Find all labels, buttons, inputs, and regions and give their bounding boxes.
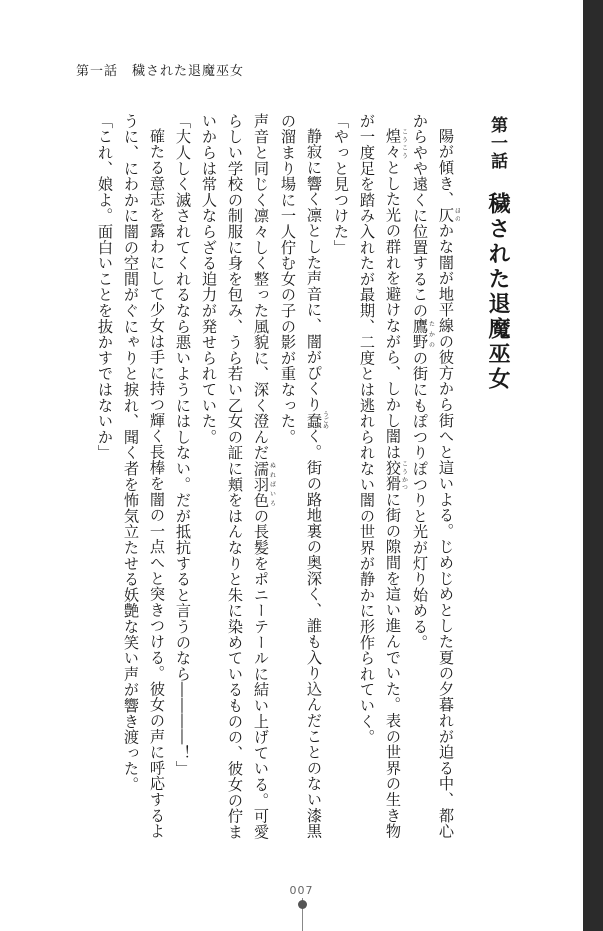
page-number: 007 bbox=[289, 884, 314, 897]
paragraph: 声音と同じく凛々しく整った風貌に、深く澄んだ濡羽色ぬればいろの長髪をポニーテールに結い上げている。可愛らしい学校の制服に身を包み、うら若い乙女の証に頬をはんなりと朱に染めているものの、彼女の佇まいからは常人ならざる迫力が発せられていた。 bbox=[200, 113, 276, 840]
dialogue: 「これ、娘よ。面白いことを抜かすではないか」 bbox=[96, 113, 114, 461]
chapter-heading bbox=[482, 116, 513, 392]
furigana: 煌々こうこう bbox=[384, 128, 408, 160]
dialogue: 「やっと見つけた」 bbox=[332, 113, 350, 256]
furigana: 狡猾こうかつ bbox=[384, 460, 408, 492]
chapter-title: 穢された退魔巫女 bbox=[485, 192, 510, 392]
dialogue: 「大人しく滅されてくれるなら悪いようにはしない。だが抵抗すると言うのなら――――！」 bbox=[174, 113, 192, 777]
furigana: 鷹野たかの bbox=[411, 318, 435, 351]
paragraph: 静寂に響く凛とした声音に、闇がぴくり蠢うごめく。街の路地裏の奥深く、誰も入り込んだことのない漆黒の溜まり場に一人佇む女の子の影が重なった。 bbox=[279, 113, 329, 840]
chapter-number: 第一話 bbox=[487, 116, 507, 170]
running-head-chapter: 第一話 bbox=[76, 64, 119, 79]
furigana: 仄ほの bbox=[437, 207, 460, 223]
folio-dot-icon bbox=[298, 900, 307, 909]
paragraph: 煌々こうこうとした光の群れを避けながら、しかし闇は狡猾こうかつに街の隙間を這い進んでいた。表の世界の生き物が一度足を踏み入れたが最期、二度とは逃れられない闇の世界が静かに形作られていく。 bbox=[358, 113, 408, 840]
paragraph: 確たる意志を露わにして少女は手に持つ輝く長棒を闇の一点へと突きつける。彼女の声に呼応するように、にわかに闇の空間がぐにゃりと捩れ、聞く者を怖気立たせる妖艶な笑い声が響き渡った。 bbox=[122, 113, 166, 840]
furigana: 蠢うごめ bbox=[305, 411, 329, 430]
running-head bbox=[76, 60, 244, 79]
body-text bbox=[70, 113, 460, 853]
furigana: 濡羽色ぬればいろ bbox=[252, 460, 276, 509]
paragraph: 陽が傾き、仄ほのかな闇が地平線の彼方から街へと這いよる。じめじめとした夏の夕暮れが迫る中、都心からやや遠くに位置するこの鷹野たかのの街にもぽつりぽつりと光が灯り始める。 bbox=[411, 113, 460, 840]
page-edge-bar bbox=[583, 0, 603, 931]
running-head-title: 穢された退魔巫女 bbox=[132, 64, 245, 79]
